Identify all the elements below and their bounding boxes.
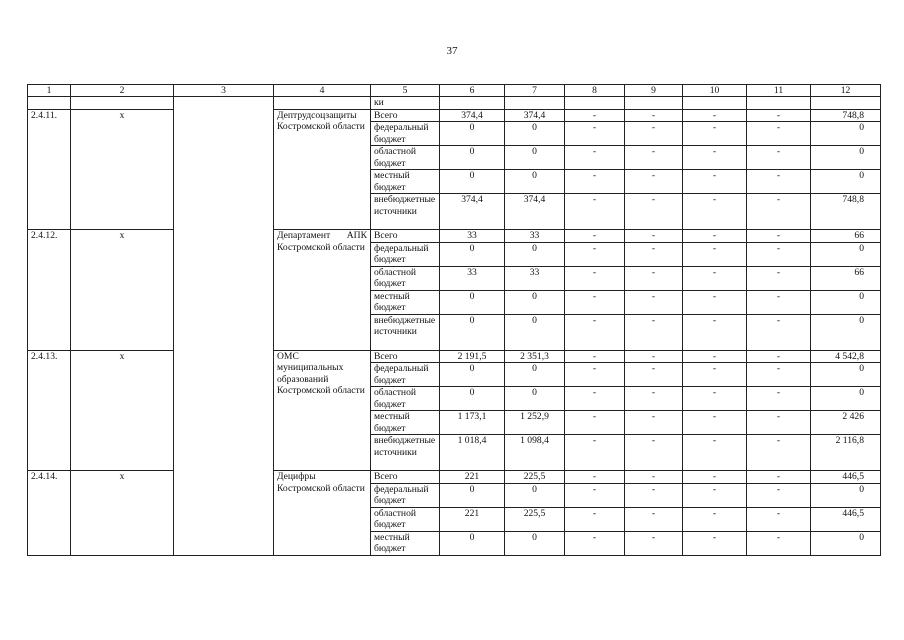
value-cell: -: [625, 471, 683, 484]
page-number: 37: [446, 45, 458, 57]
item-mark: х: [71, 109, 174, 230]
value-cell: 0: [505, 170, 565, 194]
value-cell: -: [747, 483, 811, 507]
value-cell: 2 191,5: [440, 350, 505, 363]
value-cell: -: [747, 471, 811, 484]
value-cell: -: [625, 531, 683, 555]
value-cell: 1 018,4: [440, 435, 505, 471]
value-cell: 33: [440, 266, 505, 290]
header-cell: 9: [625, 85, 683, 97]
value-cell: -: [565, 170, 625, 194]
funding-source: Всего: [371, 109, 440, 122]
value-cell: -: [565, 122, 625, 146]
value-cell: -: [565, 266, 625, 290]
value-cell: -: [683, 483, 747, 507]
value-cell: 0: [440, 146, 505, 170]
value-cell: -: [565, 194, 625, 230]
item-mark: х: [71, 471, 174, 556]
value-cell: -: [747, 194, 811, 230]
table-row: [28, 109, 881, 122]
executor-name: Децифры Костромской области: [274, 471, 371, 556]
value-cell: 0: [440, 290, 505, 314]
value-cell: 66: [811, 230, 881, 243]
value-cell: 0: [505, 363, 565, 387]
funding-source: местный бюджет: [371, 411, 440, 435]
value-cell: 0: [811, 170, 881, 194]
value-cell: -: [625, 435, 683, 471]
header-cell: 1: [28, 85, 71, 97]
value-cell: -: [683, 411, 747, 435]
value-cell: -: [683, 350, 747, 363]
header-cell: 10: [683, 85, 747, 97]
item-number: 2.4.11.: [28, 109, 71, 230]
value-cell: 748,8: [811, 194, 881, 230]
value-cell: -: [747, 290, 811, 314]
value-cell: 748,8: [811, 109, 881, 122]
value-cell: -: [625, 266, 683, 290]
value-cell: -: [625, 363, 683, 387]
value-cell: 0: [811, 531, 881, 555]
value-cell: 0: [505, 290, 565, 314]
value-cell: -: [565, 507, 625, 531]
empty-cell: [747, 97, 811, 110]
value-cell: -: [747, 242, 811, 266]
value-cell: -: [565, 242, 625, 266]
value-cell: 33: [440, 230, 505, 243]
header-cell: 7: [505, 85, 565, 97]
empty-cell: [71, 97, 174, 110]
continuation-text: ки: [371, 97, 440, 110]
value-cell: -: [625, 483, 683, 507]
value-cell: 0: [440, 314, 505, 350]
funding-source: федеральный бюджет: [371, 363, 440, 387]
value-cell: 225,5: [505, 507, 565, 531]
funding-source: Всего: [371, 350, 440, 363]
value-cell: -: [747, 507, 811, 531]
table-row: [28, 350, 881, 363]
value-cell: 0: [440, 122, 505, 146]
value-cell: -: [683, 314, 747, 350]
item-number: 2.4.12.: [28, 230, 71, 351]
item-mark: х: [71, 350, 174, 471]
column-3-cell: [174, 97, 274, 556]
value-cell: -: [565, 290, 625, 314]
value-cell: -: [747, 387, 811, 411]
table-row: [28, 230, 881, 243]
header-cell: 12: [811, 85, 881, 97]
empty-cell: [683, 97, 747, 110]
value-cell: -: [625, 109, 683, 122]
value-cell: 0: [505, 146, 565, 170]
empty-cell: [811, 97, 881, 110]
value-cell: 0: [505, 531, 565, 555]
value-cell: 0: [811, 242, 881, 266]
value-cell: 0: [811, 290, 881, 314]
value-cell: 0: [440, 170, 505, 194]
value-cell: -: [683, 471, 747, 484]
value-cell: -: [625, 146, 683, 170]
header-cell: 3: [174, 85, 274, 97]
funding-source: областной бюджет: [371, 266, 440, 290]
value-cell: -: [565, 531, 625, 555]
value-cell: -: [747, 363, 811, 387]
value-cell: 221: [440, 471, 505, 484]
funding-source: внебюджетные источники: [371, 194, 440, 230]
value-cell: -: [747, 109, 811, 122]
empty-cell: [625, 97, 683, 110]
value-cell: -: [683, 170, 747, 194]
funding-source: внебюджетные источники: [371, 435, 440, 471]
value-cell: 374,4: [505, 194, 565, 230]
value-cell: 0: [811, 363, 881, 387]
value-cell: 225,5: [505, 471, 565, 484]
empty-cell: [274, 97, 371, 110]
value-cell: -: [683, 387, 747, 411]
continuation-row: [28, 97, 881, 110]
value-cell: 4 542,8: [811, 350, 881, 363]
value-cell: -: [683, 242, 747, 266]
table-row: [28, 471, 881, 484]
value-cell: -: [565, 471, 625, 484]
value-cell: -: [747, 350, 811, 363]
value-cell: 2 426: [811, 411, 881, 435]
value-cell: 0: [440, 363, 505, 387]
budget-table: [27, 84, 881, 556]
value-cell: 0: [811, 146, 881, 170]
funding-source: местный бюджет: [371, 170, 440, 194]
value-cell: -: [565, 109, 625, 122]
funding-source: областной бюджет: [371, 146, 440, 170]
value-cell: -: [625, 411, 683, 435]
value-cell: -: [565, 146, 625, 170]
executor-name: Департамент АПК Костромской области: [274, 230, 371, 351]
value-cell: 0: [440, 242, 505, 266]
value-cell: -: [747, 170, 811, 194]
value-cell: -: [625, 350, 683, 363]
value-cell: -: [625, 290, 683, 314]
value-cell: 0: [811, 483, 881, 507]
header-cell: 2: [71, 85, 174, 97]
funding-source: областной бюджет: [371, 507, 440, 531]
value-cell: 1 252,9: [505, 411, 565, 435]
value-cell: -: [683, 507, 747, 531]
value-cell: -: [625, 230, 683, 243]
value-cell: 0: [440, 483, 505, 507]
item-number: 2.4.14.: [28, 471, 71, 556]
value-cell: -: [683, 435, 747, 471]
value-cell: 0: [505, 122, 565, 146]
value-cell: -: [565, 387, 625, 411]
value-cell: -: [683, 363, 747, 387]
header-cell: 11: [747, 85, 811, 97]
item-number: 2.4.13.: [28, 350, 71, 471]
value-cell: 0: [505, 242, 565, 266]
funding-source: местный бюджет: [371, 531, 440, 555]
executor-name: ОМС муниципальных образований Костромской области: [274, 350, 371, 471]
header-row: [28, 85, 881, 97]
value-cell: 1 173,1: [440, 411, 505, 435]
value-cell: 374,4: [440, 109, 505, 122]
funding-source: внебюджетные источники: [371, 314, 440, 350]
value-cell: -: [625, 170, 683, 194]
value-cell: -: [565, 314, 625, 350]
header-cell: 8: [565, 85, 625, 97]
value-cell: -: [565, 363, 625, 387]
value-cell: -: [747, 435, 811, 471]
funding-source: местный бюджет: [371, 290, 440, 314]
funding-source: областной бюджет: [371, 387, 440, 411]
funding-source: Всего: [371, 471, 440, 484]
value-cell: -: [683, 230, 747, 243]
value-cell: -: [747, 122, 811, 146]
empty-cell: [565, 97, 625, 110]
value-cell: 0: [440, 531, 505, 555]
value-cell: -: [747, 230, 811, 243]
value-cell: -: [625, 194, 683, 230]
value-cell: -: [683, 122, 747, 146]
value-cell: 0: [505, 314, 565, 350]
executor-name: Дептрудсоцзащиты Костромской области: [274, 109, 371, 230]
value-cell: -: [565, 411, 625, 435]
value-cell: 0: [440, 387, 505, 411]
funding-source: Всего: [371, 230, 440, 243]
value-cell: 1 098,4: [505, 435, 565, 471]
value-cell: 66: [811, 266, 881, 290]
value-cell: -: [683, 290, 747, 314]
value-cell: -: [625, 314, 683, 350]
value-cell: 0: [811, 314, 881, 350]
funding-source: федеральный бюджет: [371, 242, 440, 266]
value-cell: -: [683, 531, 747, 555]
value-cell: 0: [811, 122, 881, 146]
value-cell: -: [683, 266, 747, 290]
item-mark: х: [71, 230, 174, 351]
empty-cell: [440, 97, 505, 110]
value-cell: -: [683, 109, 747, 122]
value-cell: -: [565, 435, 625, 471]
value-cell: 374,4: [505, 109, 565, 122]
value-cell: -: [683, 194, 747, 230]
value-cell: -: [625, 387, 683, 411]
value-cell: -: [683, 146, 747, 170]
value-cell: -: [747, 411, 811, 435]
value-cell: -: [565, 350, 625, 363]
value-cell: 0: [505, 483, 565, 507]
value-cell: 0: [811, 387, 881, 411]
value-cell: -: [625, 507, 683, 531]
header-cell: 6: [440, 85, 505, 97]
empty-cell: [505, 97, 565, 110]
value-cell: -: [747, 314, 811, 350]
value-cell: 33: [505, 266, 565, 290]
value-cell: 221: [440, 507, 505, 531]
value-cell: -: [747, 146, 811, 170]
value-cell: -: [565, 230, 625, 243]
value-cell: 446,5: [811, 507, 881, 531]
empty-cell: [28, 97, 71, 110]
funding-source: федеральный бюджет: [371, 122, 440, 146]
value-cell: 33: [505, 230, 565, 243]
value-cell: 2 351,3: [505, 350, 565, 363]
value-cell: 446,5: [811, 471, 881, 484]
value-cell: 0: [505, 387, 565, 411]
value-cell: 2 116,8: [811, 435, 881, 471]
header-cell: 5: [371, 85, 440, 97]
value-cell: -: [625, 122, 683, 146]
value-cell: 374,4: [440, 194, 505, 230]
value-cell: -: [625, 242, 683, 266]
value-cell: -: [747, 531, 811, 555]
value-cell: -: [565, 483, 625, 507]
value-cell: -: [747, 266, 811, 290]
funding-source: федеральный бюджет: [371, 483, 440, 507]
header-cell: 4: [274, 85, 371, 97]
